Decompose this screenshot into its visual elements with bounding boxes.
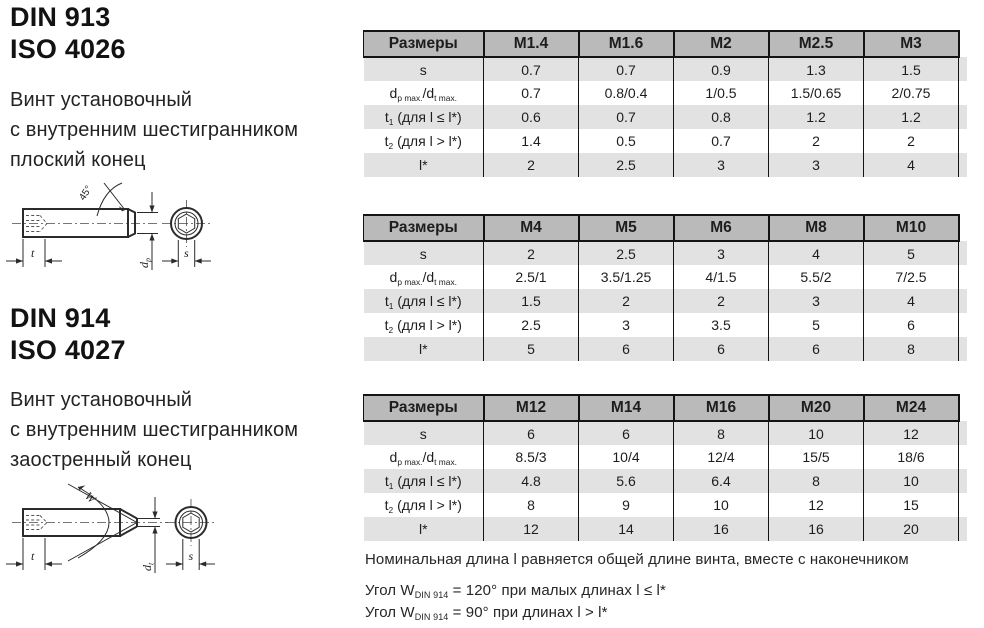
column-header: M8 <box>769 215 864 241</box>
table-row <box>364 289 967 313</box>
dimension-table-m1p4-m3 <box>363 30 967 177</box>
standard-din-914: DIN 914 <box>10 303 111 333</box>
value-cell: 4 <box>864 153 959 177</box>
value-cell: 2 <box>769 129 864 153</box>
value-cell: 0.8/0.4 <box>579 81 674 105</box>
chamfer-angle-label: 45° <box>77 183 95 203</box>
column-header: Размеры <box>364 215 484 241</box>
value-cell: 3 <box>769 289 864 313</box>
value-cell: 3 <box>769 153 864 177</box>
value-cell: 3 <box>674 241 769 265</box>
standard-iso-4027: ISO 4027 <box>10 335 126 365</box>
column-header: M16 <box>674 395 769 421</box>
row-label: dp max./dt max. <box>389 449 457 467</box>
value-cell: 16 <box>674 517 769 541</box>
value-cell: 0.6 <box>484 105 579 129</box>
value-cell: 1.5 <box>864 57 959 81</box>
value-cell: 0.8 <box>674 105 769 129</box>
hex-size-label: s <box>184 246 189 260</box>
footnote-angle-120: Угол WDIN 914 = 120° при малых длинах l ≤ l* <box>365 582 666 600</box>
table-row <box>364 313 967 337</box>
value-cell: 2 <box>579 289 674 313</box>
value-cell: 8 <box>674 421 769 445</box>
value-cell: 1.2 <box>864 105 959 129</box>
value-cell: 2.5/1 <box>484 265 579 289</box>
value-cell: 16 <box>769 517 864 541</box>
drawing-din913-flat-point <box>0 170 245 290</box>
description-1-line-2: с внутренним шестигранником <box>10 119 299 141</box>
value-cell: 18/6 <box>864 445 959 469</box>
value-cell: 2.5 <box>579 241 674 265</box>
value-cell: 10/4 <box>579 445 674 469</box>
standard-iso-4026: ISO 4026 <box>10 34 126 64</box>
value-cell: 8 <box>769 469 864 493</box>
table-row <box>364 469 967 493</box>
value-cell: 4 <box>769 241 864 265</box>
value-cell: 12 <box>864 421 959 445</box>
screw-body <box>23 209 128 237</box>
value-cell: 2.5 <box>579 153 674 177</box>
value-cell: 0.7 <box>579 57 674 81</box>
table-row <box>364 265 967 289</box>
dimension-table-m12-m24 <box>363 394 967 541</box>
row-label: s <box>364 241 484 265</box>
flat-diameter-label: $d_p$ <box>137 258 153 268</box>
value-cell: 12/4 <box>674 445 769 469</box>
description-1-line-1: Винт установочный <box>10 89 193 111</box>
chamfer-arc <box>97 183 122 216</box>
row-label: t2 (для l > l*) <box>384 317 462 335</box>
value-cell: 2 <box>484 241 579 265</box>
table-overhang <box>959 31 967 57</box>
table-row <box>364 337 967 361</box>
column-header: M10 <box>864 215 959 241</box>
value-cell: 1.3 <box>769 57 864 81</box>
value-cell: 1/0.5 <box>674 81 769 105</box>
column-header: Размеры <box>364 395 484 421</box>
value-cell: 3 <box>579 313 674 337</box>
column-header: M4 <box>484 215 579 241</box>
row-label: s <box>364 421 484 445</box>
value-cell: 1.5 <box>484 289 579 313</box>
value-cell: 9 <box>579 493 674 517</box>
value-cell: 3.5/1.25 <box>579 265 674 289</box>
value-cell: 5.5/2 <box>769 265 864 289</box>
description-2-line-3: заостренный конец <box>10 449 192 471</box>
column-header: M3 <box>864 31 959 57</box>
table-overhang <box>959 395 967 421</box>
row-label: t1 (для l ≤ l*) <box>364 105 484 129</box>
column-header: M5 <box>579 215 674 241</box>
column-header: M12 <box>484 395 579 421</box>
flat-point-chamfer <box>128 209 135 237</box>
row-label: dp max./dt max. <box>389 269 457 287</box>
value-cell: 4 <box>864 289 959 313</box>
value-cell: 6 <box>579 337 674 361</box>
column-header: M20 <box>769 395 864 421</box>
value-cell: 6 <box>579 421 674 445</box>
value-cell: 10 <box>864 469 959 493</box>
table-row <box>364 517 967 541</box>
table-row <box>364 57 967 81</box>
description-1-line-3: плоский конец <box>10 149 146 171</box>
value-cell: 3.5 <box>674 313 769 337</box>
value-cell: 6.4 <box>674 469 769 493</box>
column-header: M1.6 <box>579 31 674 57</box>
table-row <box>364 445 967 469</box>
tip-diameter-label: $d_t$ <box>140 562 156 571</box>
value-cell: 2/0.75 <box>864 81 959 105</box>
value-cell: 6 <box>864 313 959 337</box>
value-cell: 0.5 <box>579 129 674 153</box>
row-label: l* <box>364 153 484 177</box>
value-cell: 8 <box>864 337 959 361</box>
value-cell: 20 <box>864 517 959 541</box>
row-label: t2 (для l > l*) <box>384 133 462 151</box>
value-cell: 0.7 <box>484 81 579 105</box>
value-cell: 10 <box>674 493 769 517</box>
row-label: l* <box>364 337 484 361</box>
value-cell: 3 <box>674 153 769 177</box>
value-cell: 0.7 <box>484 57 579 81</box>
drawing-din914-cone-point <box>0 473 245 598</box>
value-cell: 12 <box>484 517 579 541</box>
value-cell: 15 <box>864 493 959 517</box>
value-cell: 1.2 <box>769 105 864 129</box>
table-row <box>364 105 967 129</box>
hex-size-label: s <box>188 549 194 563</box>
value-cell: 10 <box>769 421 864 445</box>
value-cell: 6 <box>674 337 769 361</box>
value-cell: 2 <box>864 129 959 153</box>
value-cell: 1.4 <box>484 129 579 153</box>
row-label: t2 (для l > l*) <box>384 497 462 515</box>
value-cell: 0.7 <box>579 105 674 129</box>
row-label: s <box>364 57 484 81</box>
value-cell: 4.8 <box>484 469 579 493</box>
table-row <box>364 153 967 177</box>
value-cell: 5 <box>769 313 864 337</box>
value-cell: 12 <box>769 493 864 517</box>
socket-depth-label: t <box>31 246 35 260</box>
value-cell: 0.9 <box>674 57 769 81</box>
row-label: dp max./dt max. <box>389 85 457 103</box>
value-cell: 8 <box>484 493 579 517</box>
column-header: M14 <box>579 395 674 421</box>
value-cell: 2 <box>674 289 769 313</box>
footnote-nominal-length: Номинальная длина l равняется общей длине винта, вместе с наконечником <box>365 551 909 568</box>
row-label: t1 (для l ≤ l*) <box>364 469 484 493</box>
cone-angle-label: W <box>81 488 99 506</box>
value-cell: 6 <box>484 421 579 445</box>
table-header-row <box>364 31 967 57</box>
table-row <box>364 493 967 517</box>
column-header: M1.4 <box>484 31 579 57</box>
column-header: Размеры <box>364 31 484 57</box>
table-header-row <box>364 215 967 241</box>
description-2-line-1: Винт установочный <box>10 389 193 411</box>
value-cell: 14 <box>579 517 674 541</box>
socket-depth-label: t <box>31 549 35 563</box>
value-cell: 5 <box>484 337 579 361</box>
table-row <box>364 129 967 153</box>
value-cell: 5.6 <box>579 469 674 493</box>
column-header: M6 <box>674 215 769 241</box>
value-cell: 1.5/0.65 <box>769 81 864 105</box>
value-cell: 2 <box>484 153 579 177</box>
table-header-row <box>364 395 967 421</box>
column-header: M2 <box>674 31 769 57</box>
row-label: l* <box>364 517 484 541</box>
table-row <box>364 421 967 445</box>
row-label: t1 (для l ≤ l*) <box>364 289 484 313</box>
table-overhang <box>959 215 967 241</box>
table-row <box>364 81 967 105</box>
description-2-line-2: с внутренним шестигранником <box>10 419 299 441</box>
dimension-table-m4-m10 <box>363 214 967 361</box>
footnote-angle-90: Угол WDIN 914 = 90° при длинах l > l* <box>365 604 608 622</box>
value-cell: 6 <box>769 337 864 361</box>
value-cell: 7/2.5 <box>864 265 959 289</box>
value-cell: 2.5 <box>484 313 579 337</box>
value-cell: 15/5 <box>769 445 864 469</box>
column-header: M24 <box>864 395 959 421</box>
column-header: M2.5 <box>769 31 864 57</box>
standard-din-913: DIN 913 <box>10 2 111 32</box>
table-row <box>364 241 967 265</box>
value-cell: 8.5/3 <box>484 445 579 469</box>
value-cell: 5 <box>864 241 959 265</box>
value-cell: 0.7 <box>674 129 769 153</box>
value-cell: 4/1.5 <box>674 265 769 289</box>
